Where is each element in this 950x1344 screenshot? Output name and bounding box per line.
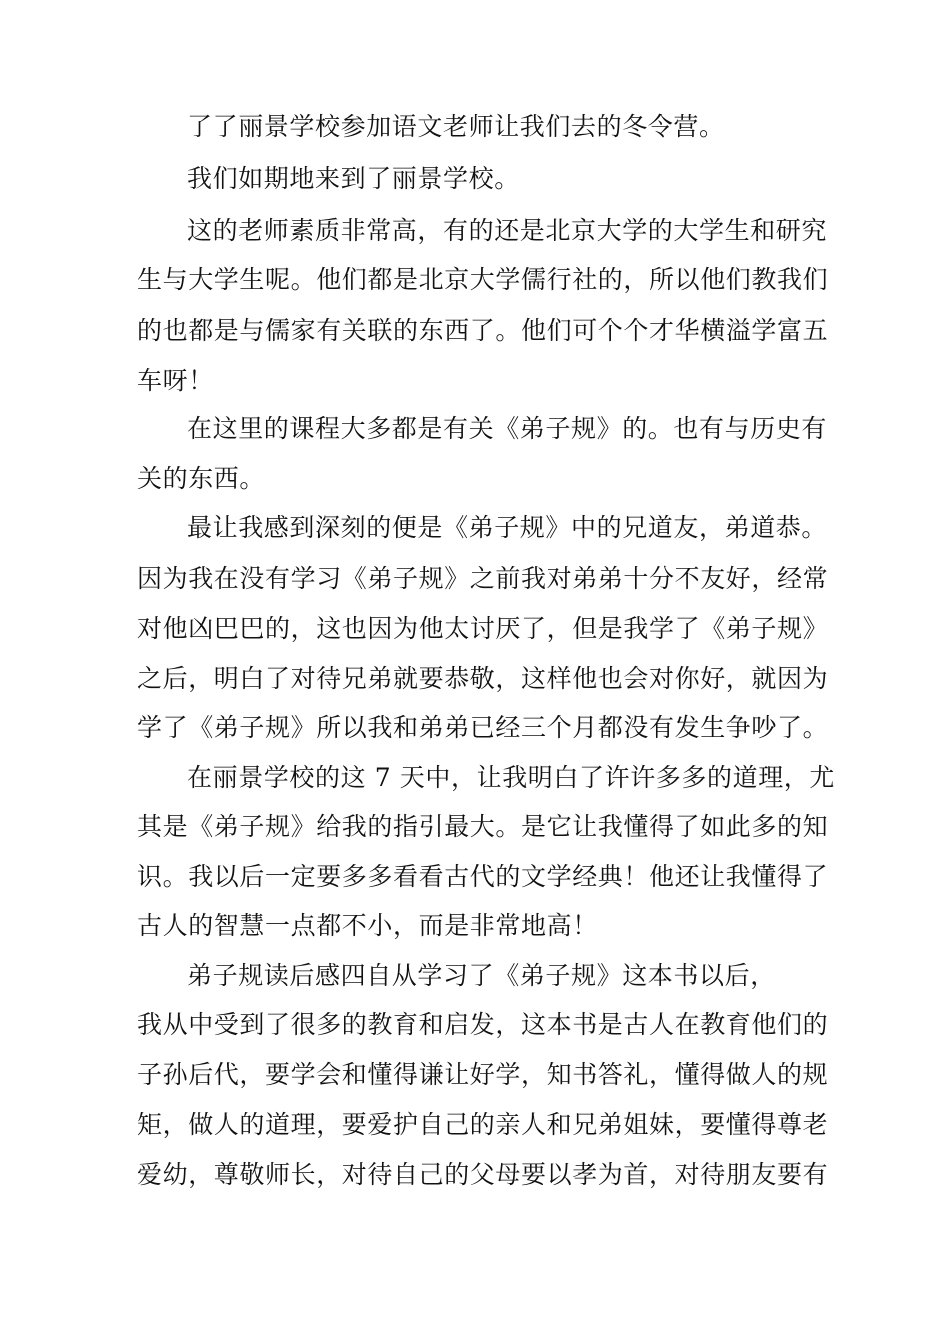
- text-line: 矩，做人的道理，要爱护自己的亲人和兄弟姐妹，要懂得尊老: [137, 1110, 829, 1139]
- text-line: 生与大学生呢。他们都是北京大学儒行社的，所以他们教我们: [137, 265, 829, 294]
- text-line: 在这里的课程大多都是有关《弟子规》的。也有与历史有: [187, 414, 828, 443]
- text-line: 对他凶巴巴的，这也因为他太讨厌了，但是我学了《弟子规》: [137, 614, 829, 643]
- text-line: 子孙后代，要学会和懂得谦让好学，知书答礼，懂得做人的规: [137, 1060, 829, 1089]
- text-line: 其是《弟子规》给我的指引最大。是它让我懂得了如此多的知: [137, 812, 829, 841]
- text-line: 爱幼，尊敬师长，对待自己的父母要以孝为首，对待朋友要有: [137, 1160, 829, 1189]
- text-line: 我从中受到了很多的教育和启发，这本书是古人在教育他们的: [137, 1010, 829, 1039]
- text-line: 之后，明白了对待兄弟就要恭敬，这样他也会对你好，就因为: [137, 664, 829, 693]
- text-line: 最让我感到深刻的便是《弟子规》中的兄道友，弟道恭。: [187, 513, 828, 542]
- text-line: 关的东西。: [137, 464, 266, 493]
- text-line: 了了丽景学校参加语文老师让我们去的冬令营。: [187, 112, 725, 141]
- text-line: 学了《弟子规》所以我和弟弟已经三个月都没有发生争吵了。: [137, 713, 829, 742]
- text-line: 识。我以后一定要多多看看古代的文学经典！他还让我懂得了: [137, 862, 829, 891]
- text-line: 这的老师素质非常高，有的还是北京大学的大学生和研究: [187, 216, 828, 245]
- text-line: 车呀！: [137, 366, 214, 395]
- text-line: 因为我在没有学习《弟子规》之前我对弟弟十分不友好，经常: [137, 564, 829, 593]
- text-line: 的也都是与儒家有关联的东西了。他们可个个才华横溢学富五: [137, 316, 829, 345]
- text-line: 在丽景学校的这 7 天中，让我明白了许许多多的道理，尤: [187, 763, 836, 792]
- text-line: 我们如期地来到了丽景学校。: [187, 164, 520, 193]
- text-line: 弟子规读后感四自从学习了《弟子规》这本书以后，: [187, 961, 776, 990]
- text-line: 古人的智慧一点都不小，而是非常地高！: [137, 911, 598, 940]
